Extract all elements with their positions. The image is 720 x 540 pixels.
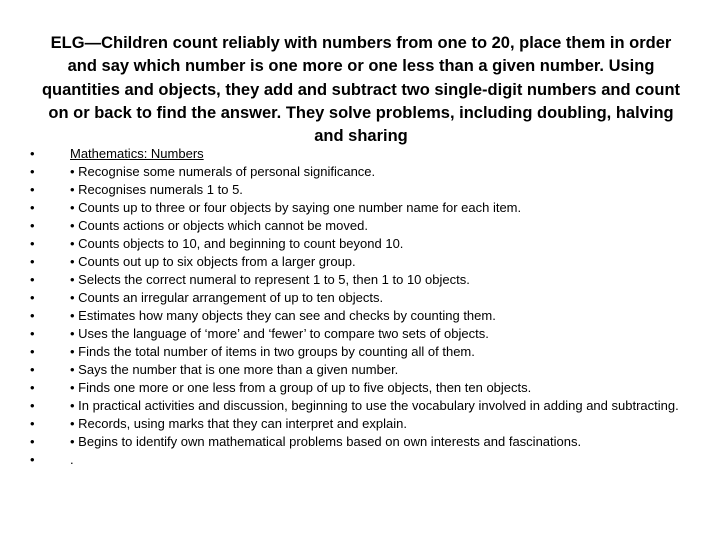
list-item [30, 199, 690, 217]
bullet-icon: • [30, 434, 35, 449]
list-item [30, 253, 690, 271]
list-item [30, 379, 690, 397]
bullet-icon: • [30, 236, 35, 251]
list-item-text: • Finds one more or one less from a group of up to five objects, then ten objects. [70, 380, 532, 395]
list-item-text: . [70, 452, 74, 467]
list-item [30, 271, 690, 289]
bullet-icon: • [30, 254, 35, 269]
bullet-icon: • [30, 146, 35, 161]
list-item-text: • Finds the total number of items in two groups by counting all of them. [70, 344, 475, 359]
numbers-list [30, 145, 690, 469]
bullet-icon: • [30, 272, 35, 287]
bullet-icon: • [30, 452, 35, 467]
list-item-text: • Counts actions or objects which cannot be moved. [70, 218, 368, 233]
bullet-icon: • [30, 362, 35, 377]
bullet-icon: • [30, 398, 35, 413]
list-item [30, 451, 690, 469]
page-title: ELG—Children count reliably with numbers from one to 20, place them in order and say which number is one more or one less than a given number. Using quantities and objects, they add and subtract two single-digit numbers and count on or back to find the answer. They solve problems, including doubling, halving and sharing [41, 34, 681, 146]
list-item-text: • Counts objects to 10, and beginning to count beyond 10. [70, 236, 404, 251]
list-item [30, 325, 690, 343]
list-item-text: • Recognises numerals 1 to 5. [70, 182, 243, 197]
list-item-text: • Selects the correct numeral to represent 1 to 5, then 1 to 10 objects. [70, 272, 470, 287]
list-item-text: • Estimates how many objects they can see and checks by counting them. [70, 308, 496, 323]
bullet-icon: • [30, 326, 35, 341]
list-item-text: • Uses the language of ‘more’ and ‘fewer’ to compare two sets of objects. [70, 326, 489, 341]
bullet-icon: • [30, 200, 35, 215]
list-item [30, 145, 690, 163]
list-item [30, 307, 690, 325]
section-heading: Mathematics: Numbers [70, 146, 204, 161]
list-item [30, 397, 690, 415]
list-item-text: • Recognise some numerals of personal significance. [70, 164, 376, 179]
list-item-text: • Begins to identify own mathematical problems based on own interests and fascinations. [70, 434, 582, 449]
list-item [30, 163, 690, 181]
bullet-icon: • [30, 164, 35, 179]
list-item [30, 217, 690, 235]
list-item [30, 181, 690, 199]
list-item-text: • Counts an irregular arrangement of up to ten objects. [70, 290, 384, 305]
list-item [30, 361, 690, 379]
bullet-icon: • [30, 290, 35, 305]
bullet-icon: • [30, 344, 35, 359]
bullet-icon: • [30, 380, 35, 395]
list-item-text: • Counts out up to six objects from a larger group. [70, 254, 356, 269]
list-item [30, 433, 690, 451]
list-item [30, 235, 690, 253]
bullet-icon: • [30, 218, 35, 233]
list-item-text: • Says the number that is one more than a given number. [70, 362, 399, 377]
bullet-icon: • [30, 182, 35, 197]
list-item [30, 415, 690, 433]
list-item-text: • Records, using marks that they can interpret and explain. [70, 416, 407, 431]
list-item [30, 289, 690, 307]
bullet-icon: • [30, 416, 35, 431]
list-item-text: • Counts up to three or four objects by saying one number name for each item. [70, 200, 522, 215]
bullet-icon: • [30, 308, 35, 323]
list-item-text: • In practical activities and discussion, beginning to use the vocabulary involved in adding and subtracting. [70, 398, 679, 413]
list-item [30, 343, 690, 361]
